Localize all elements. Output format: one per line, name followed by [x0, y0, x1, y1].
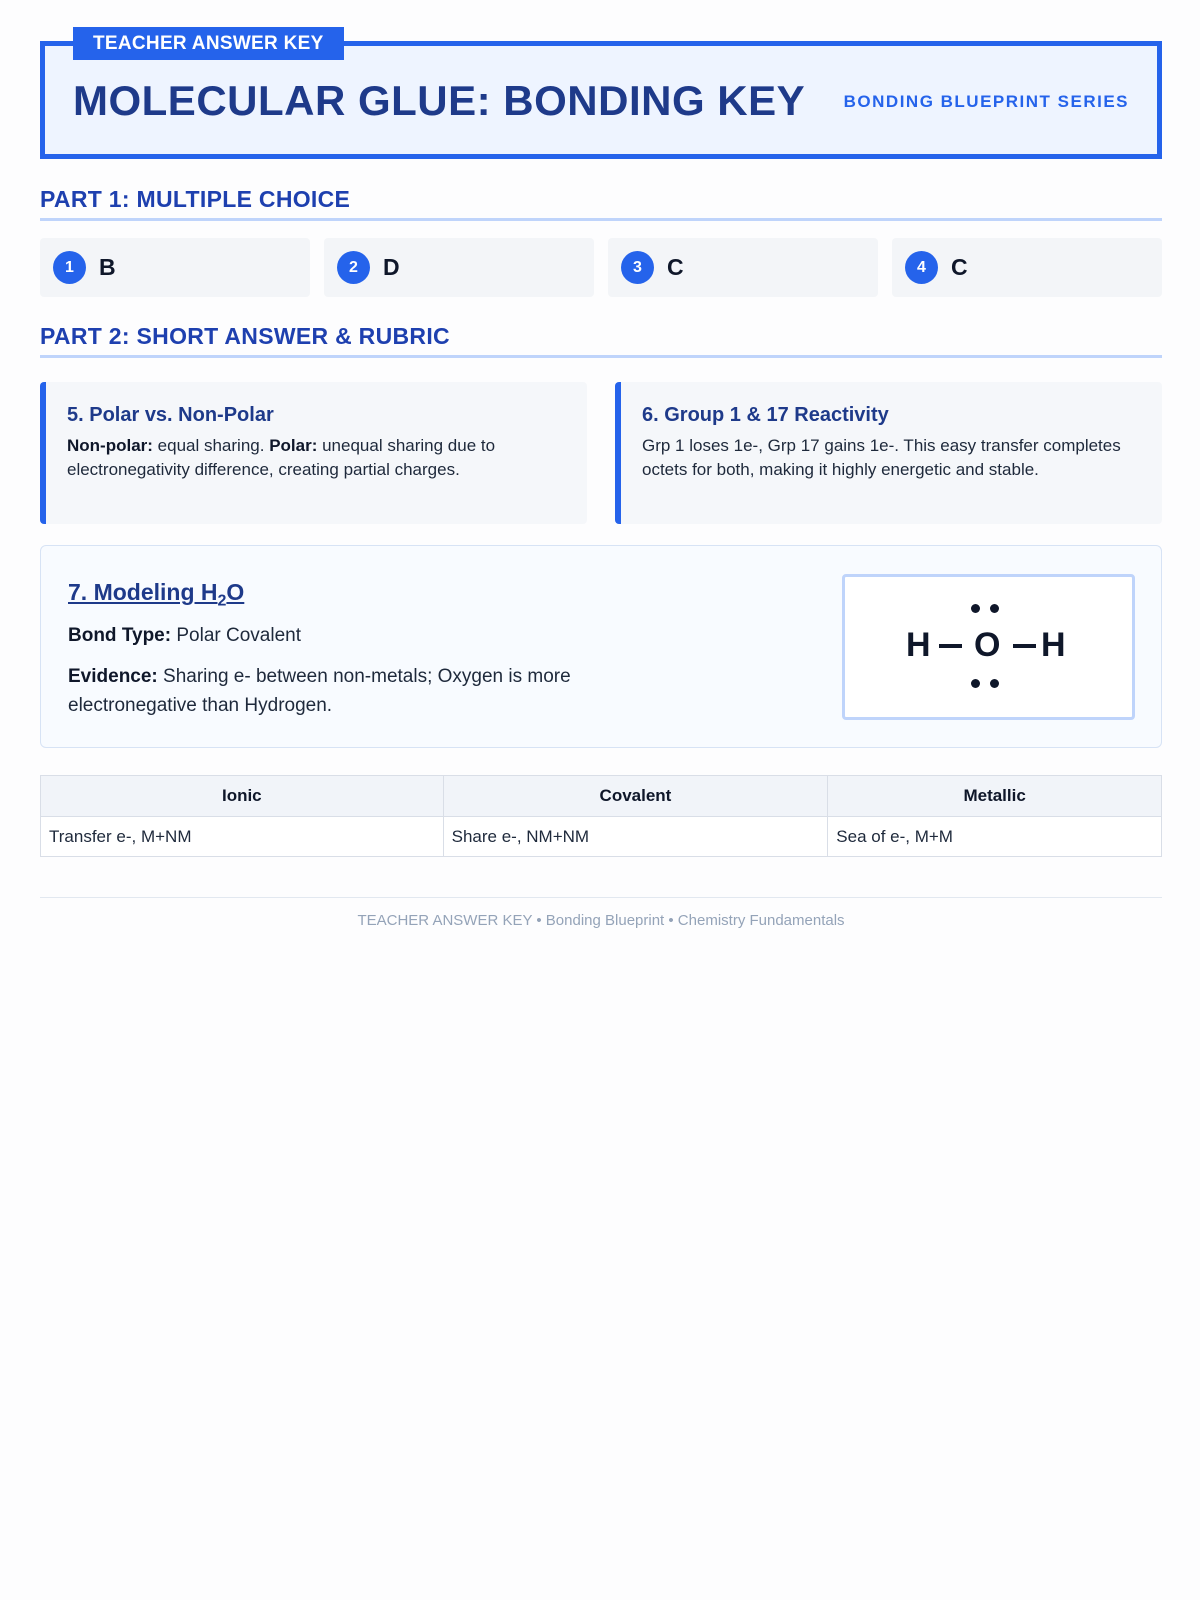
hydrogen-atom-right: H: [1041, 626, 1066, 664]
column-header: Covalent: [443, 776, 828, 817]
q6-answer: Grp 1 loses 1e-, Grp 17 gains 1e-. This easy transfer completes octets for both, making it highly energetic and stable.: [642, 436, 1121, 479]
series-label: BONDING BLUEPRINT SERIES: [843, 92, 1129, 111]
nonpolar-label: Non-polar:: [67, 436, 153, 455]
q7-title: [68, 578, 244, 616]
mc-answer: D: [383, 254, 400, 280]
page-title: MOLECULAR GLUE: BONDING KEY: [73, 77, 806, 124]
lone-pair-dot: [971, 679, 980, 688]
lone-pair-dot: [971, 604, 980, 613]
part2-title: PART 2: SHORT ANSWER & RUBRIC: [40, 323, 1162, 358]
table-cell: Transfer e-, M+NM: [41, 817, 444, 857]
answer-key-page: [40, 0, 1162, 1600]
q7-card: [40, 545, 1162, 748]
bond-type-line: [68, 621, 628, 650]
q7-title-prefix: 7. Modeling H: [68, 579, 218, 605]
hydrogen-atom-left: H: [906, 626, 931, 664]
mc-answer-card: [892, 238, 1162, 297]
mc-answer: B: [99, 254, 116, 280]
oxygen-atom: O: [974, 626, 1001, 664]
mc-answer: C: [951, 254, 968, 280]
lone-pair-dot: [990, 604, 999, 613]
polar-label: Polar:: [269, 436, 318, 455]
bond-line-left: [939, 644, 962, 648]
q6-card: [615, 382, 1162, 524]
evidence-label: Evidence:: [68, 666, 158, 687]
lewis-structure-diagram: [842, 574, 1135, 720]
nonpolar-text: equal sharing.: [152, 436, 270, 455]
column-header: Ionic: [41, 776, 444, 817]
bond-type-label: Bond Type:: [68, 625, 172, 646]
evidence-line: [68, 662, 628, 720]
table-header-row: [41, 776, 1162, 817]
mc-answers: [40, 238, 1162, 297]
polar-text: unequal sharing due to electronegativity difference, creating partial charges.: [67, 436, 496, 479]
bond-line-right: [1013, 644, 1036, 648]
evidence-value: Sharing e- between non-metals; Oxygen is more electronegative than Hydrogen.: [68, 666, 571, 716]
question-number-badge: 3: [621, 251, 654, 284]
table-cell: Share e-, NM+NM: [443, 817, 828, 857]
mc-answer-card: [608, 238, 878, 297]
q5-answer: [67, 434, 567, 482]
mc-answer-card: [40, 238, 310, 297]
footer-text: TEACHER ANSWER KEY • Bonding Blueprint • Chemistry Fundamentals: [357, 912, 845, 929]
q7-title-suffix: O: [226, 579, 245, 605]
q7-title-subscript: 2: [217, 592, 227, 610]
column-header: Metallic: [828, 776, 1162, 817]
table-row: [41, 817, 1162, 857]
lone-pair-dot: [990, 679, 999, 688]
q5-title: 5. Polar vs. Non-Polar: [67, 404, 274, 426]
mc-answer: C: [667, 254, 684, 280]
question-number-badge: 2: [337, 251, 370, 284]
table-cell: Sea of e-, M+M: [828, 817, 1162, 857]
bond-type-value: Polar Covalent: [171, 625, 301, 646]
question-number-badge: 1: [53, 251, 86, 284]
footer-divider: [40, 897, 1162, 898]
question-number-badge: 4: [905, 251, 938, 284]
answer-key-tag: TEACHER ANSWER KEY: [73, 27, 344, 60]
q6-title: 6. Group 1 & 17 Reactivity: [642, 404, 889, 426]
part1-title: PART 1: MULTIPLE CHOICE: [40, 186, 1162, 221]
mc-answer-card: [324, 238, 594, 297]
bond-type-table: [40, 775, 1162, 857]
q5-card: [40, 382, 587, 524]
